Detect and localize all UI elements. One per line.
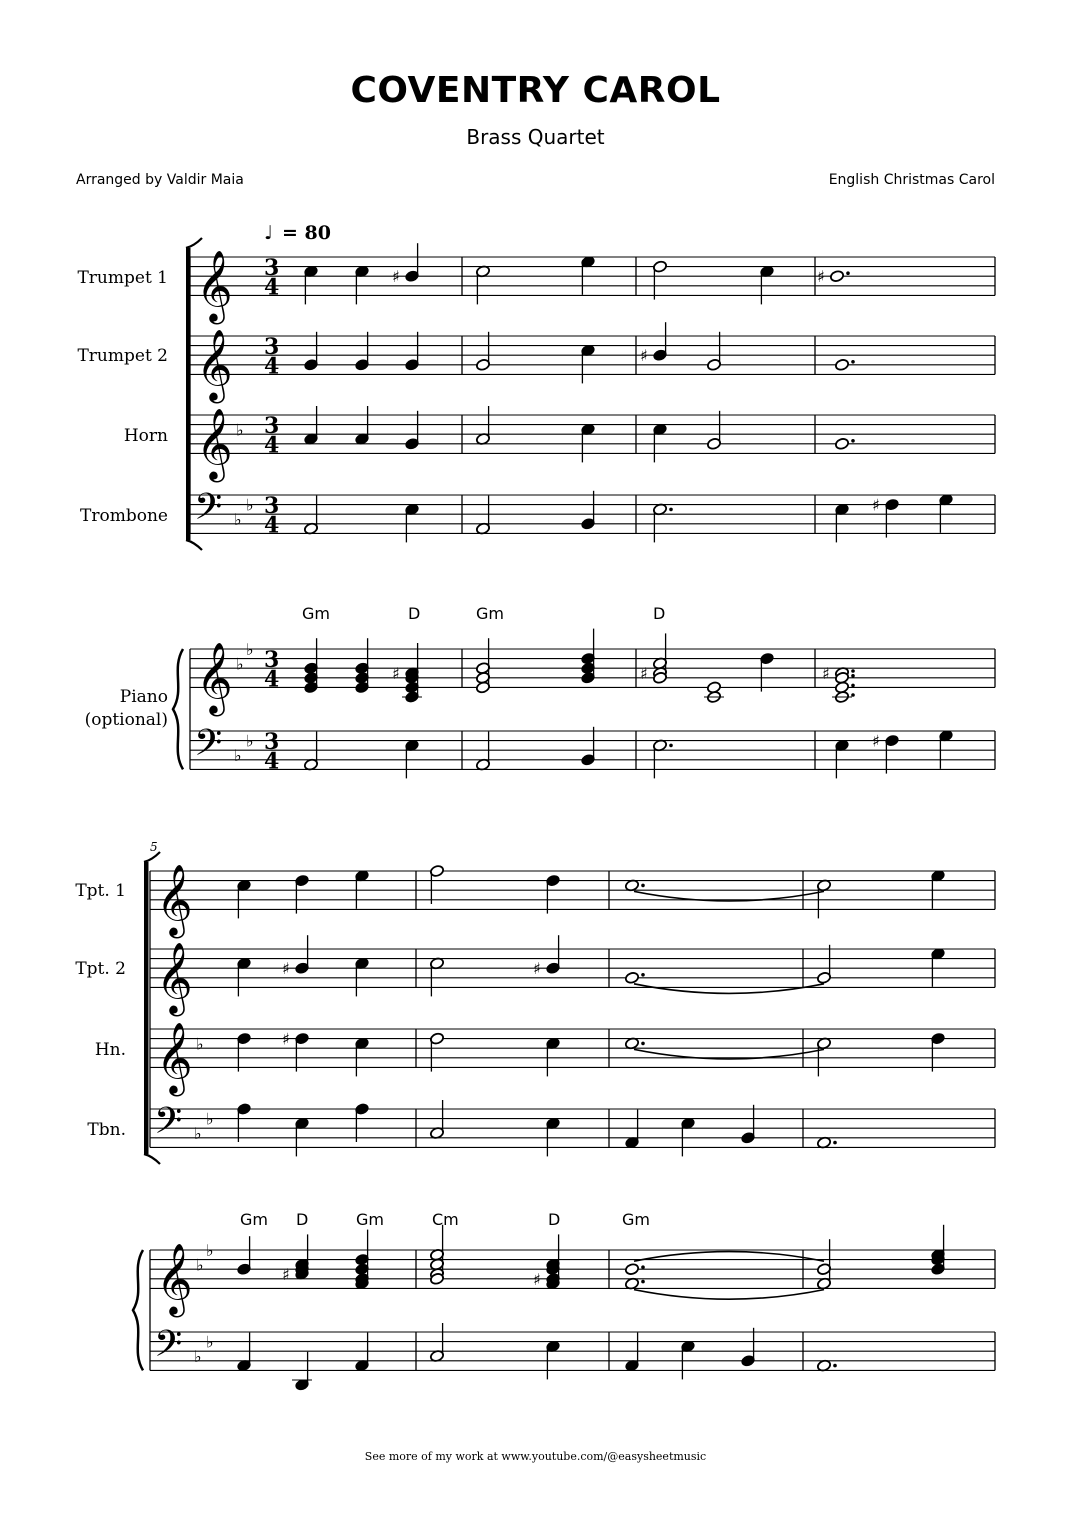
bass-clef-icon: 𝄢 <box>194 722 223 774</box>
chord-symbol: Gm <box>302 604 330 623</box>
footer-link-text: See more of my work at www.youtube.com/@easysheetmusic <box>364 1450 707 1463</box>
half-note-head <box>625 971 640 984</box>
instrument-label-tpt1: Tpt. 1 <box>75 881 126 901</box>
bass-clef-icon: 𝄢 <box>154 1323 183 1375</box>
flat-icon: ♭ <box>196 1255 204 1275</box>
time-signature-bottom: 4 <box>264 748 280 775</box>
sharp-icon: ♯ <box>392 664 400 683</box>
dot <box>641 884 645 888</box>
dot <box>851 439 855 443</box>
treble-clef-icon: 𝄞 <box>196 327 233 401</box>
system-bracket <box>144 862 149 1154</box>
chord-symbol: D <box>548 1210 561 1229</box>
bracket-hook <box>144 1154 160 1164</box>
flat-icon: ♭ <box>194 1347 202 1366</box>
flat-icon: ♭ <box>196 1034 204 1054</box>
chord-symbol: Gm <box>356 1210 384 1229</box>
dot <box>833 1364 837 1368</box>
half-note-head <box>835 437 850 450</box>
sharp-icon: ♯ <box>392 267 400 287</box>
flat-icon: ♭ <box>246 495 254 515</box>
half-note-head <box>830 270 845 283</box>
flat-icon: ♭ <box>246 640 254 659</box>
sharp-icon: ♯ <box>533 1269 541 1289</box>
sharp-icon: ♯ <box>282 1029 290 1049</box>
treble-clef-icon: 𝄞 <box>156 940 193 1014</box>
instrument-label-tpt2: Tpt. 2 <box>75 959 126 979</box>
chord-symbol: Gm <box>476 604 504 623</box>
treble-clef-icon: 𝄞 <box>196 640 233 714</box>
dot <box>851 674 855 678</box>
sharp-icon: ♯ <box>817 267 825 287</box>
bass-clef-icon: 𝄢 <box>154 1100 183 1152</box>
dot <box>851 669 855 673</box>
dot <box>851 360 855 364</box>
flat-icon: ♭ <box>194 1124 202 1143</box>
sharp-icon: ♯ <box>533 959 541 979</box>
instrument-label-piano: Piano <box>119 687 168 707</box>
tie <box>634 1290 824 1300</box>
arranger-credit: Arranged by Valdir Maia <box>76 172 244 188</box>
measure-number: 5 <box>150 840 158 854</box>
sharp-icon: ♯ <box>282 959 290 979</box>
treble-clef-icon: 𝄞 <box>156 862 193 936</box>
sharp-icon: ♯ <box>872 495 880 515</box>
instrument-label-trumpet1: Trumpet 1 <box>77 268 168 288</box>
time-signature-bottom: 4 <box>264 432 280 459</box>
chord-symbol: Cm <box>432 1210 459 1229</box>
dot <box>669 508 673 512</box>
sharp-icon: ♯ <box>640 664 648 683</box>
time-signature-top: 3 <box>264 413 280 440</box>
instrument-label-horn: Horn <box>123 426 168 446</box>
sharp-icon: ♯ <box>282 1265 290 1284</box>
treble-clef-icon: 𝄞 <box>156 1020 193 1094</box>
time-signature-top: 3 <box>264 334 280 361</box>
time-signature-top: 3 <box>264 729 280 756</box>
instrument-label-tbn: Tbn. <box>87 1120 126 1140</box>
flat-icon: ♭ <box>246 731 254 751</box>
time-signature-bottom: 4 <box>264 512 280 539</box>
dot <box>851 684 855 688</box>
tempo-note-icon: ♩ <box>264 222 273 244</box>
dot <box>846 271 850 275</box>
instrument-label-hn: Hn. <box>94 1040 126 1060</box>
page-title: COVENTRY CAROL <box>350 70 721 111</box>
half-note-head <box>835 358 850 371</box>
time-signature-bottom: 4 <box>264 353 280 380</box>
chord-symbol: Gm <box>240 1210 268 1229</box>
time-signature-top: 3 <box>264 647 280 674</box>
flat-icon: ♭ <box>206 1109 214 1129</box>
page-subtitle: Brass Quartet <box>466 125 605 149</box>
dot <box>641 1042 645 1046</box>
treble-clef-icon: 𝄞 <box>196 248 233 322</box>
instrument-label-trombone: Trombone <box>80 506 168 526</box>
sharp-icon: ♯ <box>872 731 880 751</box>
chord-symbol: Gm <box>622 1210 650 1229</box>
instrument-label-trumpet2: Trumpet 2 <box>77 346 168 366</box>
time-signature-top: 3 <box>264 493 280 520</box>
piano-brace <box>133 1250 143 1370</box>
bracket-hook <box>186 238 202 248</box>
time-signature-bottom: 4 <box>264 274 280 301</box>
dot <box>669 744 673 748</box>
sharp-icon: ♯ <box>822 664 830 683</box>
chord-symbol: D <box>296 1210 309 1229</box>
composer-credit: English Christmas Carol <box>828 172 995 188</box>
tempo-marking: = 80 <box>282 222 331 244</box>
dot <box>641 1265 645 1269</box>
treble-clef-icon: 𝄞 <box>196 406 233 480</box>
time-signature-bottom: 4 <box>264 666 280 693</box>
flat-icon: ♭ <box>234 510 242 529</box>
sharp-icon: ♯ <box>640 346 648 366</box>
chord-note-head <box>625 1263 640 1276</box>
flat-icon: ♭ <box>234 746 242 765</box>
dot <box>641 1280 645 1284</box>
tie <box>634 984 824 994</box>
flat-icon: ♭ <box>236 654 244 674</box>
flat-icon: ♭ <box>206 1241 214 1260</box>
flat-icon: ♭ <box>206 1332 214 1352</box>
flat-icon: ♭ <box>236 420 244 440</box>
dot <box>851 693 855 697</box>
bracket-hook <box>186 540 202 550</box>
instrument-label-piano-optional: (optional) <box>84 710 168 730</box>
chord-symbol: D <box>653 604 666 623</box>
dot <box>833 1141 837 1145</box>
chord-symbol: D <box>408 604 421 623</box>
bass-clef-icon: 𝄢 <box>194 486 223 538</box>
time-signature-top: 3 <box>264 255 280 282</box>
piano-brace <box>173 649 183 769</box>
treble-clef-icon: 𝄞 <box>156 1241 193 1315</box>
dot <box>641 973 645 977</box>
